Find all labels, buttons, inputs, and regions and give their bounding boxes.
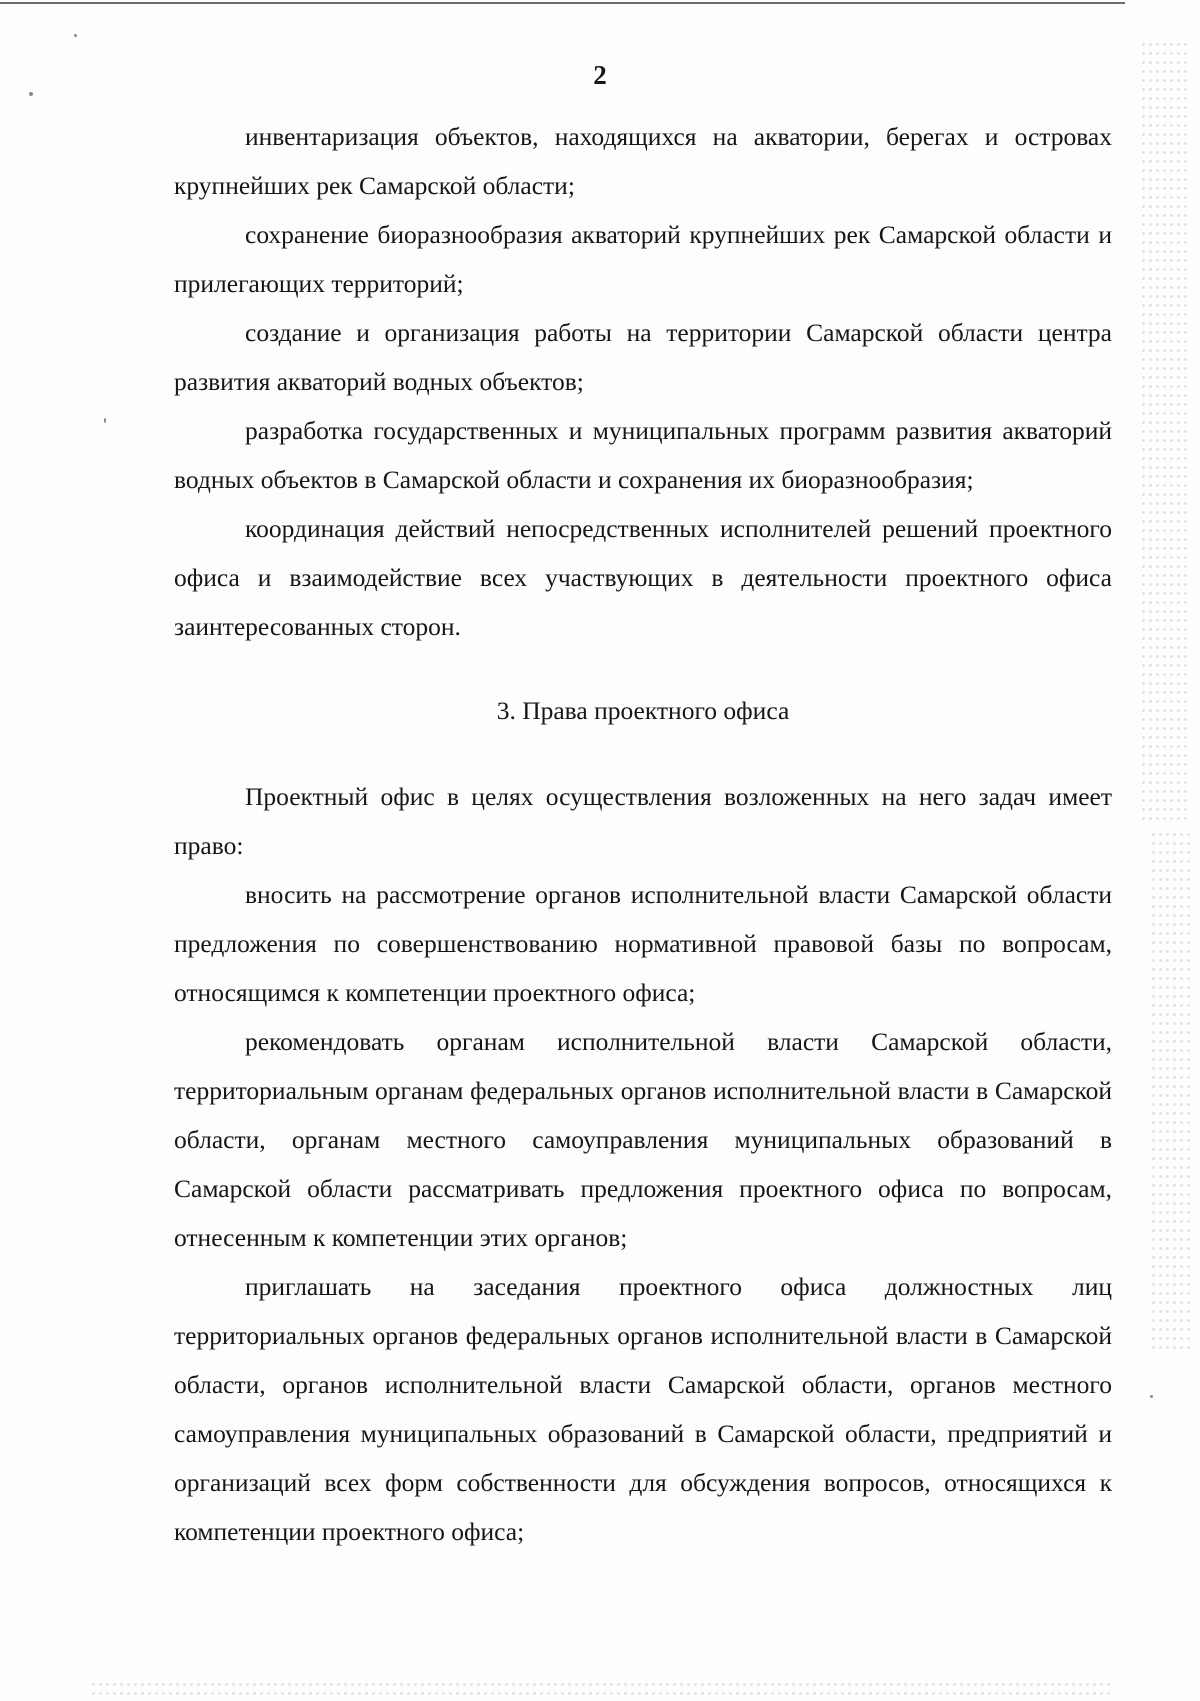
scan-speck [74, 34, 77, 37]
scan-noise-bottom [90, 1680, 1110, 1698]
paragraph: вносить на рассмотрение органов исполнительной власти Самарской области предложения по совершенствованию нормативной правовой базы по вопросам, относящимся к компетенции проектного офиса; [174, 880, 1112, 1007]
paragraph: приглашать на заседания проектного офиса должностных лиц территориальных органов федеральных органов исполнительной власти в Самарской области, органов исполнительной власти Самарской области, органов местного самоуправления муниципальных образований в Самарской области, предприятий и организаций всех форм собственности для обсуждения вопросов, относящихся к компетенции проектного офиса; [174, 1272, 1112, 1546]
paragraph: рекомендовать органам исполнительной власти Самарской области, территориальным органам федеральных органов исполнительной власти в Самарской области, органам местного самоуправления муниципальных образований в Самарской области рассматривать предложения проектного офиса по вопросам, отнесенным к компетенции этих органов; [174, 1027, 1112, 1252]
page-number: 2 [593, 60, 607, 90]
scan-noise-right-lower [1150, 830, 1190, 1350]
scan-top-edge [0, 2, 1125, 4]
section-heading: 3. Права проектного офиса [496, 696, 790, 725]
scan-speck [1150, 1395, 1153, 1398]
paragraph: создание и организация работы на территории Самарской области центра развития акваторий водных объектов; [174, 318, 1112, 396]
paragraph: сохранение биоразнообразия акваторий крупнейших рек Самарской области и прилегающих территорий; [174, 220, 1112, 298]
scan-speck [104, 418, 106, 423]
paragraph: координация действий непосредственных исполнителей решений проектного офиса и взаимодействие всех участвующих в деятельности проектного офиса заинтересованных сторон. [174, 514, 1112, 641]
paragraph: инвентаризация объектов, находящихся на акватории, берегах и островах крупнейших рек Самарской области; [174, 122, 1112, 200]
paragraph: разработка государственных и муниципальных программ развития акваторий водных объектов в Самарской области и сохранения их биоразнообразия; [174, 416, 1112, 494]
scan-noise-right [1140, 40, 1190, 820]
paragraph: Проектный офис в целях осуществления возложенных на него задач имеет право: [174, 782, 1112, 860]
scan-speck [29, 92, 33, 96]
document-body [174, 112, 1112, 1556]
